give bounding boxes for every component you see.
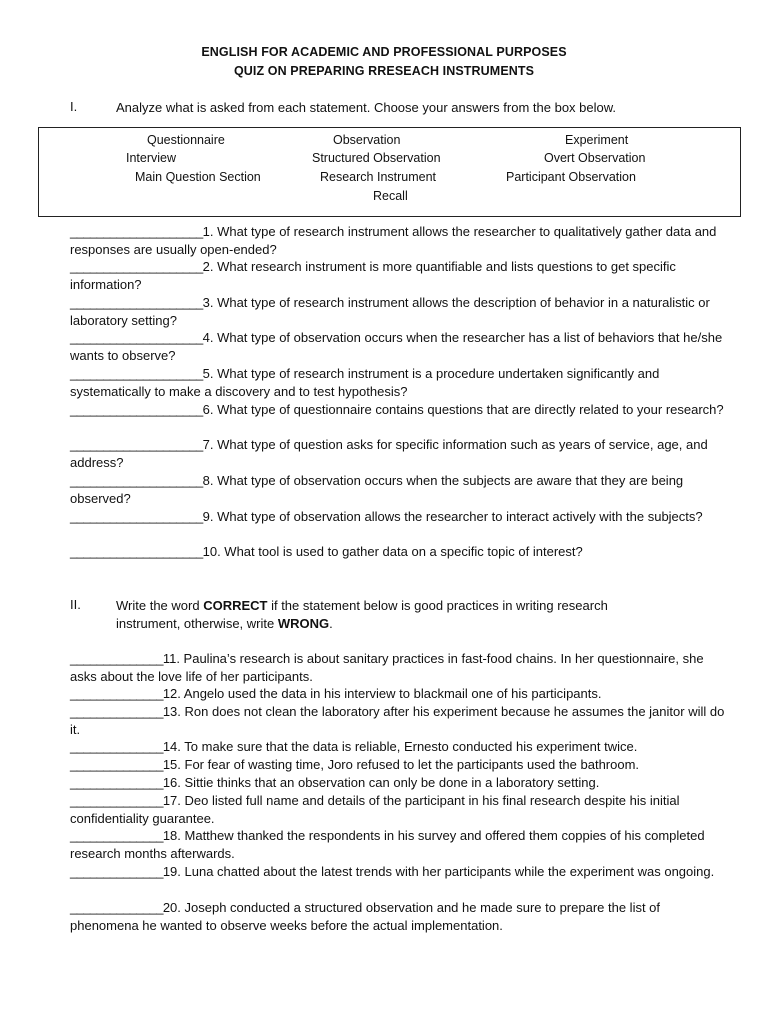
answer-blank[interactable]: ______________ bbox=[70, 686, 163, 701]
instruction-text: . bbox=[329, 615, 333, 631]
instruction-text: Write the word bbox=[116, 598, 204, 613]
question-text: 5. What type of research instrument is a procedure undertaken significantly and systematically to make a discovery and to test hypothesis? bbox=[70, 366, 660, 399]
question-4 bbox=[70, 329, 730, 364]
question-13 bbox=[70, 703, 730, 738]
choice-item: Research Instrument bbox=[320, 170, 437, 184]
section-2-number: II. bbox=[70, 597, 81, 612]
question-10 bbox=[70, 543, 730, 561]
answer-blank[interactable]: ____________________ bbox=[70, 224, 203, 239]
question-text: 8. What type of observation occurs when the subjects are aware that they are being observed? bbox=[70, 473, 684, 506]
question-17 bbox=[70, 792, 730, 827]
answer-blank[interactable]: ______________ bbox=[70, 775, 163, 790]
answer-blank[interactable]: ______________ bbox=[70, 900, 163, 915]
answer-choices-box bbox=[38, 127, 741, 217]
answer-blank[interactable]: ____________________ bbox=[70, 366, 203, 381]
question-text: 3. What type of research instrument allows the description of behavior in a naturalistic or laboratory setting? bbox=[70, 295, 710, 328]
choice-item: Overt Observation bbox=[544, 151, 646, 165]
question-1 bbox=[70, 223, 730, 258]
question-text: 4. What type of observation occurs when the researcher has a list of behaviors that he/she wants to observe? bbox=[70, 330, 723, 363]
instruction-text: if the statement below is good practices in writing research instrument, otherwise, write bbox=[116, 598, 608, 631]
question-18 bbox=[70, 827, 730, 862]
section-1-instruction: Analyze what is asked from each statement. Choose your answers from the box below. bbox=[116, 100, 617, 115]
question-text: 2. What research instrument is more quantifiable and lists questions to get specific information? bbox=[70, 259, 676, 292]
question-15 bbox=[70, 756, 730, 774]
question-text: 18. Matthew thanked the respondents in his survey and offered them coppies of his completed research months afterwards. bbox=[70, 828, 705, 861]
section-1-number: I. bbox=[70, 99, 78, 114]
answer-blank[interactable]: ____________________ bbox=[70, 509, 203, 524]
answer-blank[interactable]: ____________________ bbox=[70, 473, 203, 488]
answer-blank[interactable]: ____________________ bbox=[70, 259, 203, 274]
question-7 bbox=[70, 436, 730, 471]
answer-blank[interactable]: ____________________ bbox=[70, 295, 203, 310]
question-text: 16. Sittie thinks that an observation can only be done in a laboratory setting. bbox=[162, 775, 600, 790]
question-5 bbox=[70, 365, 730, 400]
answer-blank[interactable]: ____________________ bbox=[70, 544, 203, 559]
keyword-wrong: WRONG bbox=[277, 615, 330, 631]
choice-item: Questionnaire bbox=[147, 133, 225, 147]
answer-blank[interactable]: ______________ bbox=[70, 828, 163, 843]
answer-blank[interactable]: ______________ bbox=[70, 757, 163, 772]
answer-blank[interactable]: ______________ bbox=[70, 651, 163, 666]
question-11 bbox=[70, 650, 730, 685]
question-text: 14. To make sure that the data is reliable, Ernesto conducted his experiment twice. bbox=[162, 739, 638, 754]
question-19 bbox=[70, 863, 730, 881]
course-title: ENGLISH FOR ACADEMIC AND PROFESSIONAL PURPOSES bbox=[201, 45, 567, 59]
question-text: 15. For fear of wasting time, Joro refused to let the participants used the bathroom. bbox=[162, 757, 640, 772]
question-12 bbox=[70, 685, 730, 703]
question-2 bbox=[70, 258, 730, 293]
question-text: 10. What tool is used to gather data on a specific topic of interest? bbox=[202, 544, 583, 559]
choice-item: Experiment bbox=[565, 133, 629, 147]
question-text: 19. Luna chatted about the latest trends with her participants while the experiment was ongoing. bbox=[162, 864, 715, 879]
question-text: 1. What type of research instrument allows the researcher to qualitatively gather data and responses are usually open-ended? bbox=[70, 224, 717, 257]
question-text: 9. What type of observation allows the researcher to interact actively with the subjects? bbox=[202, 509, 703, 524]
question-text: 6. What type of questionnaire contains questions that are directly related to your research? bbox=[202, 402, 724, 417]
question-14 bbox=[70, 738, 730, 756]
section-2-instruction bbox=[116, 597, 656, 632]
question-text: 11. Paulina’s research is about sanitary practices in fast-food chains. In her questionnaire, she asks about the love life of her participants. bbox=[70, 651, 704, 684]
question-6 bbox=[70, 401, 730, 419]
answer-blank[interactable]: ____________________ bbox=[70, 402, 203, 417]
question-16 bbox=[70, 774, 730, 792]
answer-blank[interactable]: ______________ bbox=[70, 793, 163, 808]
answer-blank[interactable]: ______________ bbox=[70, 739, 163, 754]
choice-item: Interview bbox=[126, 151, 177, 165]
answer-blank[interactable]: ______________ bbox=[70, 704, 163, 719]
choice-item: Recall bbox=[373, 189, 408, 203]
question-text: 13. Ron does not clean the laboratory after his experiment because he assumes the janitor will do it. bbox=[70, 704, 725, 737]
question-text: 7. What type of question asks for specific information such as years of service, age, and address? bbox=[70, 437, 708, 470]
question-20 bbox=[70, 899, 730, 934]
answer-blank[interactable]: ____________________ bbox=[70, 437, 203, 452]
choice-item: Structured Observation bbox=[312, 151, 441, 165]
question-9 bbox=[70, 508, 730, 526]
question-text: 17. Deo listed full name and details of the participant in his final research despite his initial confidentiality guarantee. bbox=[70, 793, 680, 826]
question-text: 12. Angelo used the data in his interview to blackmail one of his participants. bbox=[162, 686, 602, 701]
question-8 bbox=[70, 472, 730, 507]
answer-blank[interactable]: ______________ bbox=[70, 864, 163, 879]
choice-item: Main Question Section bbox=[135, 170, 261, 184]
question-text: 20. Joseph conducted a structured observation and he made sure to prepare the list of phenomena he wanted to observe weeks before the actual implementation. bbox=[70, 900, 661, 933]
quiz-title: QUIZ ON PREPARING RRESEACH INSTRUMENTS bbox=[233, 64, 535, 78]
choice-item: Participant Observation bbox=[506, 170, 636, 184]
question-3 bbox=[70, 294, 730, 329]
answer-blank[interactable]: ____________________ bbox=[70, 330, 203, 345]
choice-item: Observation bbox=[333, 133, 401, 147]
keyword-correct: CORRECT bbox=[203, 598, 268, 613]
